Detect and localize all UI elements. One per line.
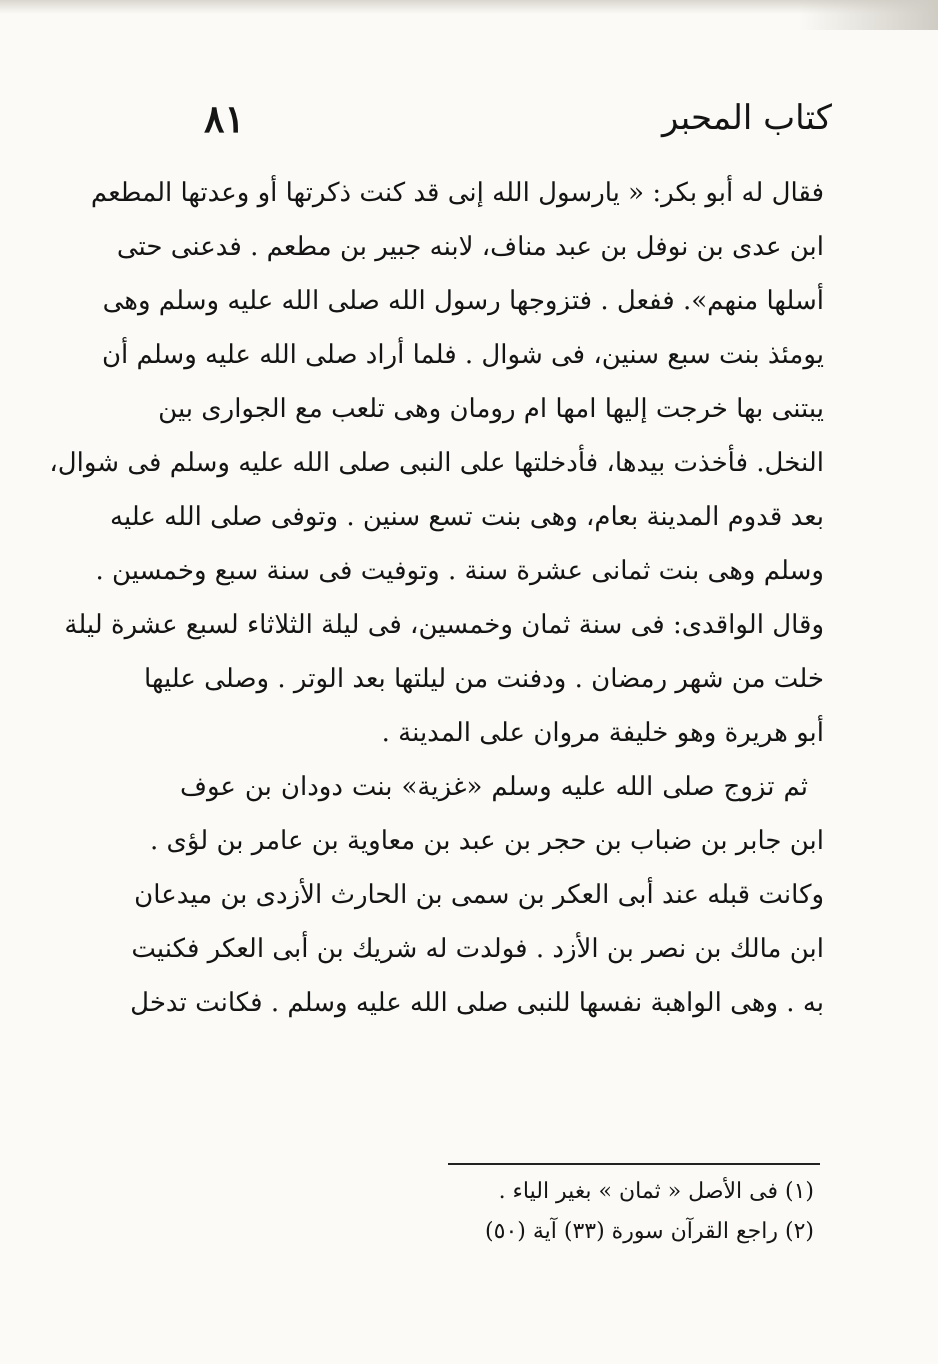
- text-line: ثم تزوج صلى الله عليه وسلم «غزية» بنت دودان بن عوف: [180, 772, 808, 802]
- text-line: ابن جابر بن ضباب بن حجر بن عبد بن معاوية بن عامر بن لؤى .: [149, 826, 824, 856]
- footnote-2: (٢) راجع القرآن سورة (٣٣) آية (٥٠): [485, 1219, 814, 1244]
- text-line: وسلم وهى بنت ثمانى عشرة سنة . وتوفيت فى سنة سبع وخمسين .: [95, 556, 824, 586]
- text-line: خلت من شهر رمضان . ودفنت من ليلتها بعد الوتر . وصلى عليها: [144, 664, 824, 694]
- text-line: وقال الواقدى: فى سنة ثمان وخمسين، فى ليلة الثلاثاء لسبع عشرة ليلة: [64, 610, 824, 640]
- text-line: وكانت قبله عند أبى العكر بن سمى بن الحارث الأزدى بن ميدعان: [134, 880, 824, 910]
- text-line: أبو هريرة وهو خليفة مروان على المدينة .: [381, 718, 824, 748]
- text-line: فقال له أبو بكر: « يارسول الله إنى قد كنت ذكرتها أو وعدتها المطعم: [90, 178, 824, 208]
- footnote-divider: [448, 1163, 820, 1165]
- text-line: يومئذ بنت سبع سنين، فى شوال . فلما أراد صلى الله عليه وسلم أن: [101, 340, 824, 370]
- scan-corner-shadow: [798, 0, 938, 30]
- text-line: بعد قدوم المدينة بعام، وهى بنت تسع سنين . وتوفى صلى الله عليه: [110, 502, 824, 532]
- text-line: أسلها منهم». ففعل . فتزوجها رسول الله صلى الله عليه وسلم وهى: [102, 286, 824, 316]
- text-line: ابن مالك بن نصر بن الأزد . فولدت له شريك بن أبى العكر فكنيت: [131, 934, 824, 964]
- text-line: يبتنى بها خرجت إليها امها ام رومان وهى تلعب مع الجوارى بين: [158, 394, 824, 424]
- footnotes: [294, 1172, 814, 1252]
- main-text: [49, 166, 824, 1030]
- text-line: النخل. فأخذت بيدها، فأدخلتها على النبى صلى الله عليه وسلم فى شوال،: [49, 448, 824, 478]
- text-line: به . وهى الواهبة نفسها للنبى صلى الله عليه وسلم . فكانت تدخل: [130, 988, 824, 1018]
- page-number: ٨١: [204, 96, 245, 141]
- running-header-title: كتاب المحبر: [661, 98, 832, 138]
- text-line: ابن عدى بن نوفل بن عبد مناف، لابنه جبير بن مطعم . فدعنى حتى: [116, 232, 824, 262]
- footnote-1: (١) فى الأصل « ثمان » بغير الياء .: [498, 1179, 814, 1204]
